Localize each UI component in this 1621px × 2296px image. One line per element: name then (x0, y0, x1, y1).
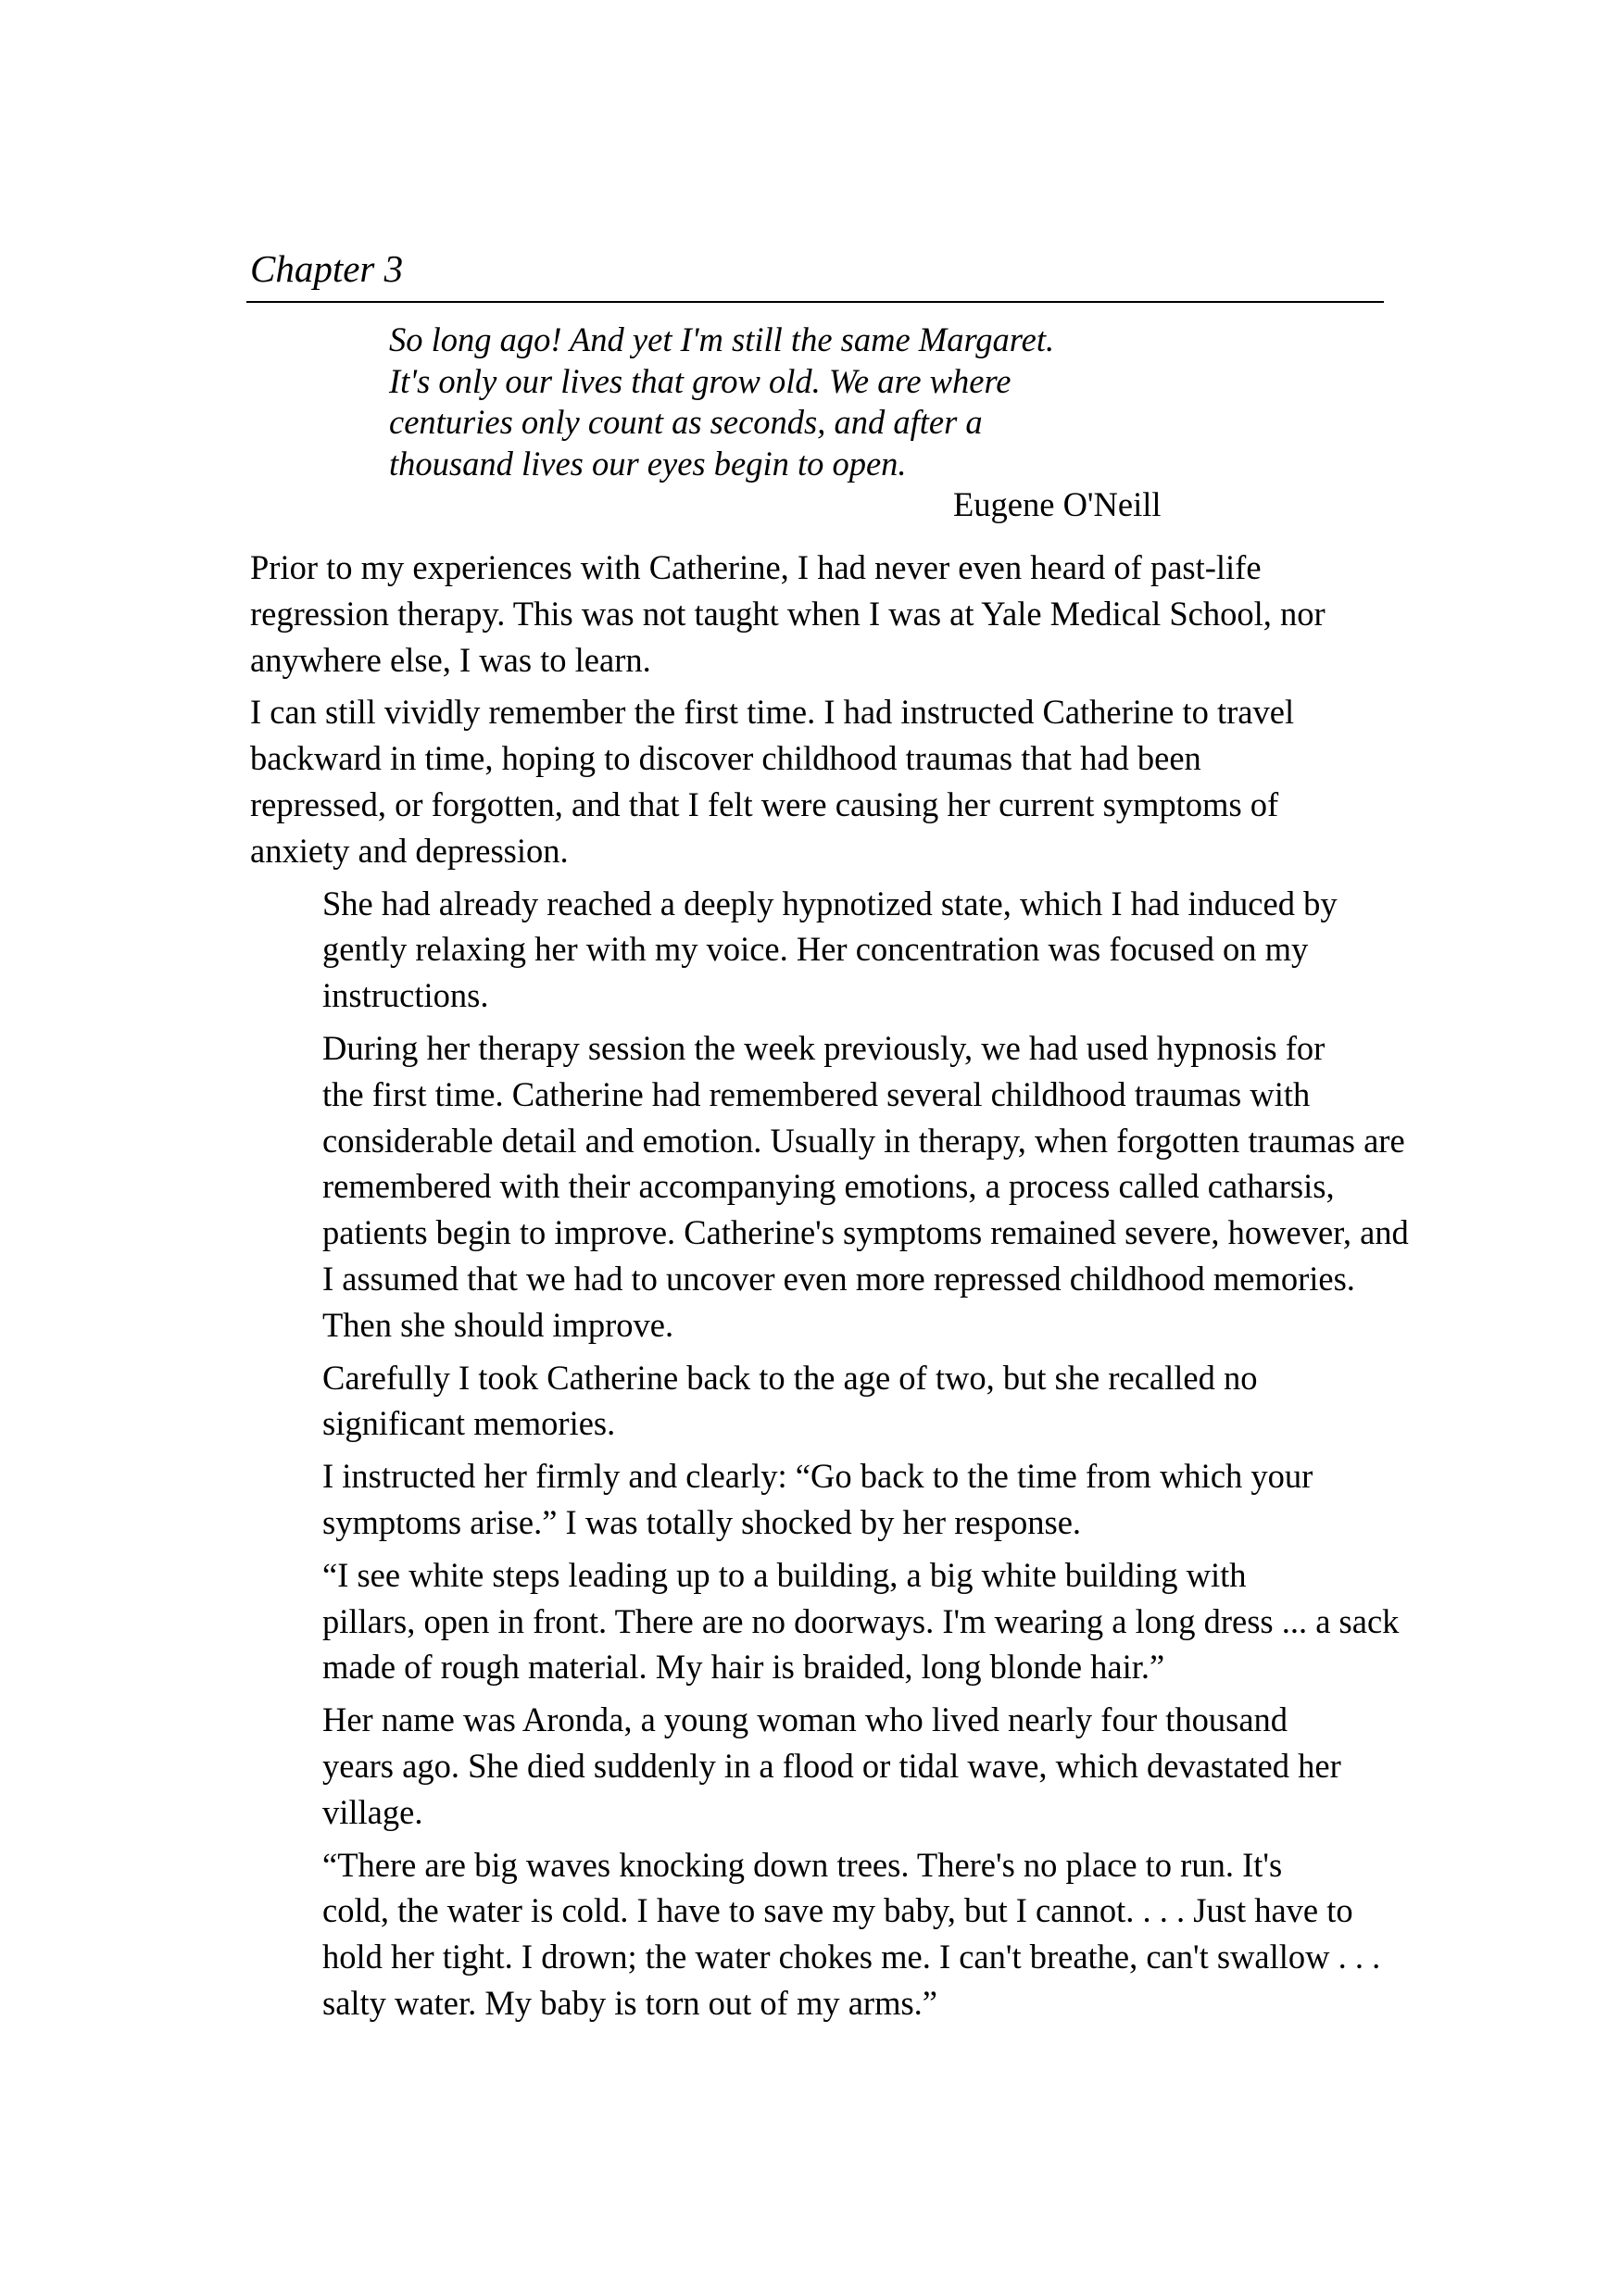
epigraph-line: centuries only count as seconds, and after a (389, 403, 983, 441)
paragraph (250, 545, 1399, 683)
text-line: salty water. My baby is torn out of my arms.” (322, 1983, 937, 2022)
chapter-divider (246, 301, 1384, 303)
text-line: remembered with their accompanying emotions, a process called catharsis, (322, 1167, 1335, 1206)
text-line: symptoms arise.” I was totally shocked by her response. (322, 1502, 1082, 1541)
text-line: I assumed that we had to uncover even more repressed childhood memories. (322, 1259, 1355, 1298)
text-line: anxiety and depression. (250, 831, 569, 870)
epigraph-line: thousand lives our eyes begin to open. (389, 444, 907, 483)
text-line: Then she should improve. (322, 1305, 674, 1344)
paragraph (250, 1025, 1409, 1349)
text-line: Her name was Aronda, a young woman who lived nearly four thousand (322, 1700, 1288, 1739)
epigraph-line: It's only our lives that grow old. We are where (389, 361, 1012, 400)
text-line: cold, the water is cold. I have to save my baby, but I cannot. . . . Just have to (322, 1891, 1353, 1930)
text-line: instructions. (322, 976, 489, 1015)
text-line: years ago. She died suddenly in a flood or tidal wave, which devastated her (322, 1746, 1341, 1785)
text-line: repressed, or forgotten, and that I felt were causing her current symptoms of (250, 784, 1279, 823)
text-line: the first time. Catherine had remembered several childhood traumas with (322, 1074, 1311, 1113)
text-line: Carefully I took Catherine back to the age of two, but she recalled no (322, 1358, 1258, 1397)
text-line: made of rough material. My hair is braided, long blonde hair.” (322, 1648, 1165, 1687)
text-line: patients begin to improve. Catherine's symptoms remained severe, however, and (322, 1213, 1409, 1252)
text-line: pillars, open in front. There are no doorways. I'm wearing a long dress ... a sack (322, 1601, 1400, 1640)
epigraph (389, 320, 1223, 484)
text-line: “There are big waves knocking down trees. There's no place to run. It's (322, 1845, 1283, 1884)
text-line: regression therapy. This was not taught when I was at Yale Medical School, nor (250, 594, 1326, 633)
chapter-heading: Chapter 3 (250, 247, 404, 290)
chapter-body (250, 545, 1409, 2033)
text-line: gently relaxing her with my voice. Her concentration was focused on my (322, 930, 1309, 969)
text-line: village. (322, 1792, 423, 1831)
paragraph (250, 1355, 1399, 1448)
text-line: hold her tight. I drown; the water chokes me. I can't breathe, can't swallow . . . (322, 1938, 1381, 1976)
paragraph (250, 1552, 1399, 1690)
text-line: She had already reached a deeply hypnotized state, which I had induced by (322, 884, 1338, 922)
text-line: backward in time, hoping to discover childhood traumas that had been (250, 739, 1201, 778)
text-line: considerable detail and emotion. Usually in therapy, when forgotten traumas are (322, 1121, 1405, 1160)
text-line: I instructed her firmly and clearly: “Go back to the time from which your (322, 1457, 1313, 1496)
text-line: anywhere else, I was to learn. (250, 640, 651, 679)
epigraph-line: So long ago! And yet I'm still the same Margaret. (389, 320, 1055, 358)
text-line: significant memories. (322, 1404, 616, 1443)
paragraph (250, 1453, 1399, 1546)
paragraph (250, 689, 1399, 873)
paragraph (250, 1842, 1399, 2026)
text-line: “I see white steps leading up to a building, a big white building with (322, 1555, 1247, 1594)
text-line: Prior to my experiences with Catherine, I had never even heard of past-life (250, 548, 1262, 586)
paragraph (250, 881, 1399, 1019)
text-line: I can still vividly remember the first time. I had instructed Catherine to travel (250, 693, 1295, 732)
epigraph-author: Eugene O'Neill (953, 485, 1162, 523)
text-line: During her therapy session the week previously, we had used hypnosis for (322, 1028, 1326, 1067)
paragraph (250, 1697, 1399, 1835)
